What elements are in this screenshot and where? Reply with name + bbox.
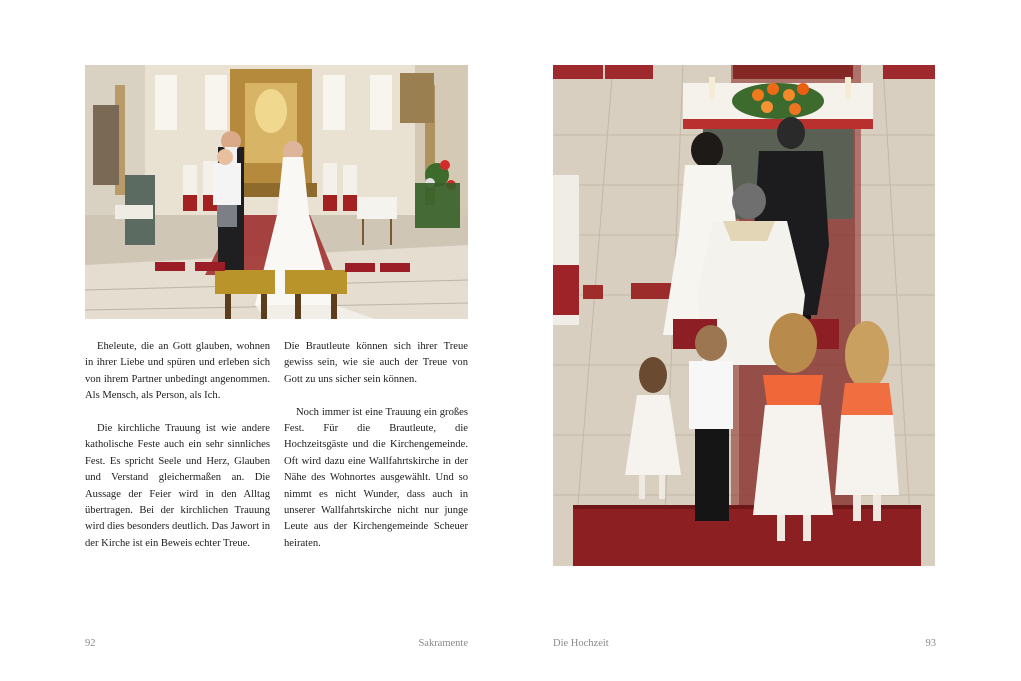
- paragraph-4: Noch immer ist eine Trauung ein großes Fest. Für die Brautleute, die Hochzeitsgäste und die Kirchengemeinde. Oft wird dazu eine Wallfahrtskirche in der Nähe des Wohnortes ausgewählt. Und so nimmt es nicht Wunder, dass auch in unserer Wallfahrtskirche nicht nur junge Leute aus der Kirchengemeinde Scheuer heiraten.: [284, 406, 468, 549]
- running-head-left: Sakramente: [418, 638, 468, 649]
- page-number-left: 92: [85, 638, 96, 649]
- page-number-right: 93: [925, 638, 936, 649]
- altar-overhead-photo: [553, 65, 935, 566]
- paragraph-2: Die kirchliche Trauung ist wie andere katholische Feste auch ein sehr sinnliches Fest. Es spricht Seele und Herz, Glauben und Verstand gleichermaßen an. Die Aussage der Feier wird in den Alltag übertragen. Bei der kirchlichen Trauung wird dies besonders deutlich. Das Jawort in der Kirche ist ein Beweis echter Treue.: [85, 423, 270, 549]
- paragraph-3: Die Brautleute können sich ihrer Treue gewiss sein, wie sie auch der Treue von Gott zu uns sicher sein können.: [284, 341, 468, 385]
- paragraph-1: Eheleute, die an Gott glauben, wohnen in ihrer Liebe und spüren und erleben sich von ihrem Partner unbedingt angenommen. Als Mensch, als Person, als Ich.: [85, 341, 270, 402]
- wedding-couple-photo: [85, 65, 468, 319]
- text-column-2: [284, 339, 468, 569]
- right-page: [510, 0, 1021, 681]
- left-page: [0, 0, 510, 681]
- text-column-1: [85, 339, 270, 569]
- running-head-right: Die Hochzeit: [553, 638, 609, 649]
